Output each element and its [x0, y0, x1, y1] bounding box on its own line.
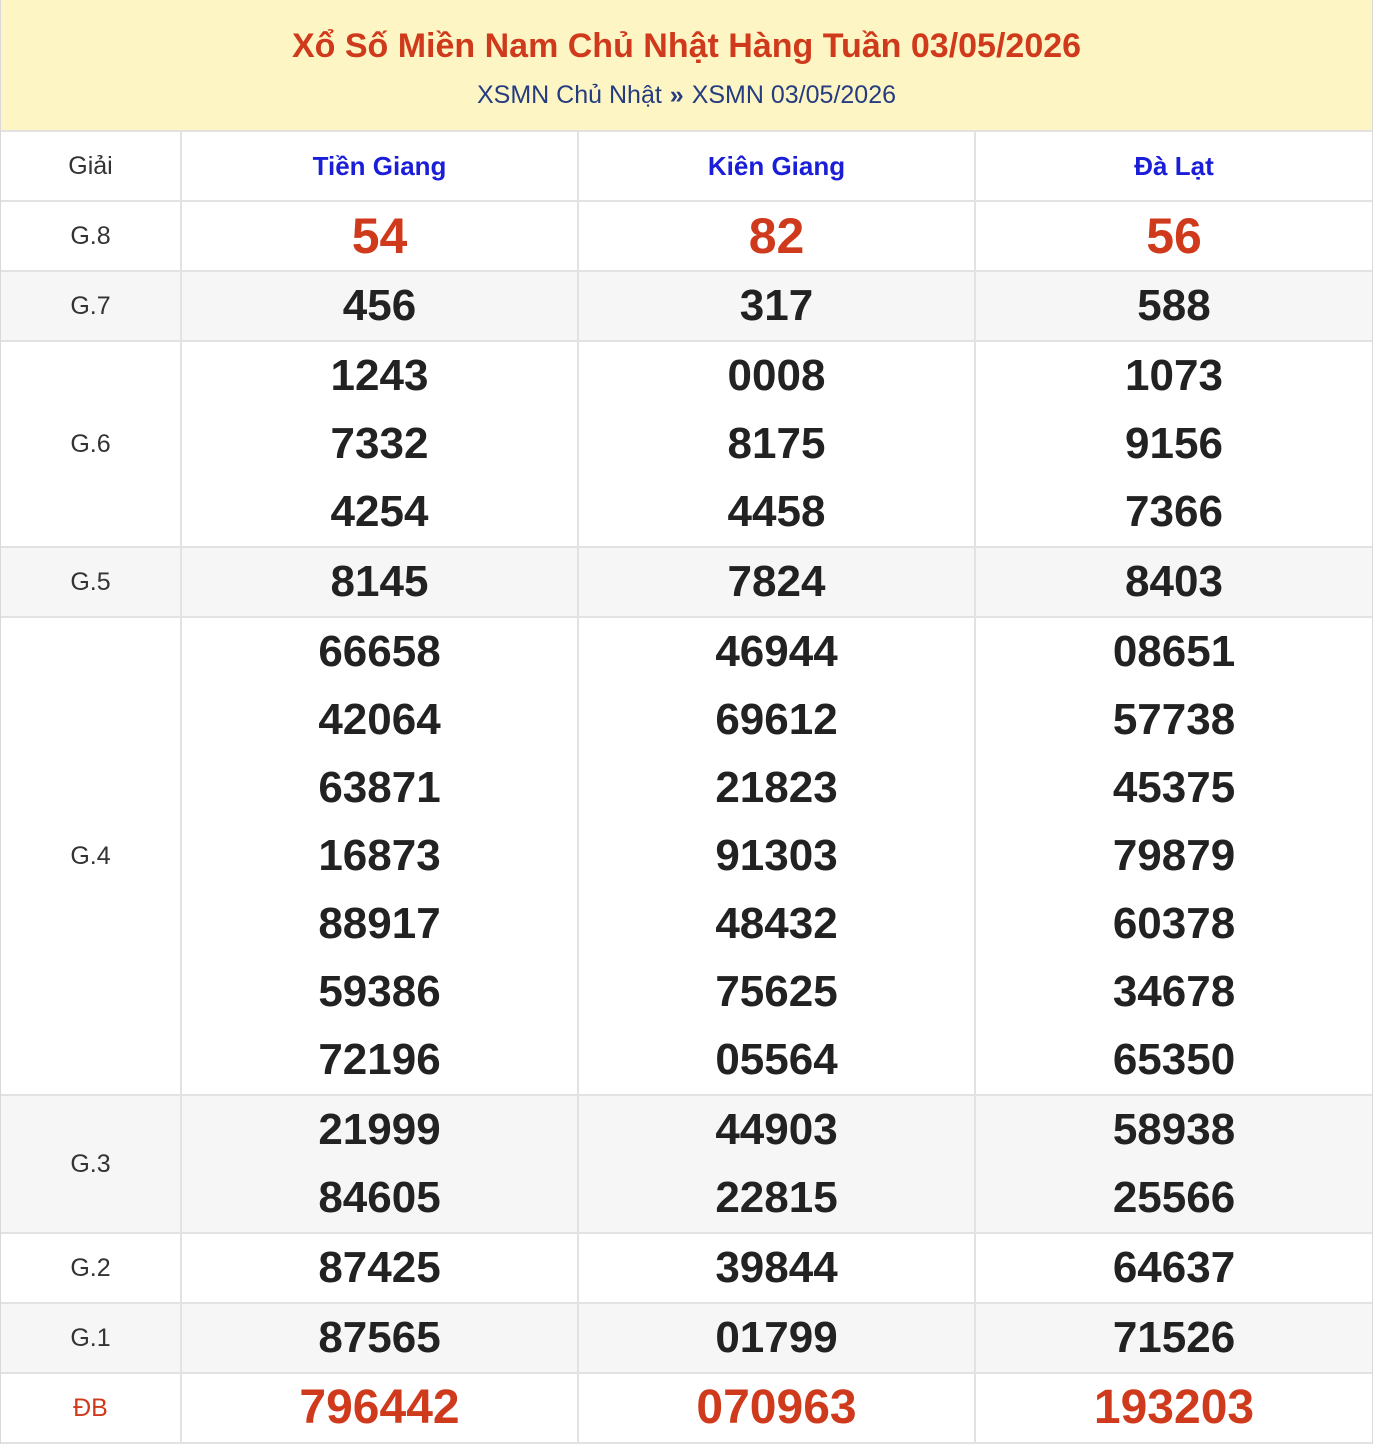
- province-header-tien-giang[interactable]: Tiền Giang: [181, 132, 578, 201]
- result-number: 8175: [727, 419, 826, 468]
- result-cell: [578, 201, 975, 271]
- result-number: 4254: [330, 487, 429, 536]
- result-number: 1073: [1125, 351, 1223, 400]
- result-number: 456: [342, 281, 417, 330]
- prize-label: ĐB: [1, 1373, 181, 1443]
- result-cell: [975, 1095, 1372, 1233]
- result-number: 01799: [715, 1313, 838, 1362]
- result-number: 56: [1146, 208, 1202, 264]
- result-number: 65350: [1112, 1035, 1236, 1084]
- result-number: 193203: [1093, 1381, 1255, 1434]
- result-cell: [975, 617, 1372, 1095]
- result-cell: [578, 617, 975, 1095]
- result-cell: [975, 1303, 1372, 1373]
- result-cell: [181, 271, 578, 341]
- prize-label: G.2: [1, 1233, 181, 1303]
- result-number: 71526: [1112, 1313, 1236, 1362]
- result-cell: [578, 1303, 975, 1373]
- result-number: 34678: [1112, 967, 1236, 1016]
- result-number: 72196: [318, 1035, 441, 1084]
- result-cell: [975, 1233, 1372, 1303]
- result-number: 070963: [696, 1381, 857, 1434]
- prize-row-g4: [1, 617, 1372, 1095]
- result-number: 08651: [1112, 627, 1236, 676]
- result-number: 39844: [715, 1243, 838, 1292]
- result-cell: [578, 1233, 975, 1303]
- result-cell: [181, 1303, 578, 1373]
- result-number: 87425: [318, 1243, 441, 1292]
- result-number: 88917: [318, 899, 441, 948]
- result-number: 317: [739, 281, 814, 330]
- results-body: [1, 201, 1372, 1443]
- result-number: 9156: [1125, 419, 1223, 468]
- result-number: 0008: [727, 351, 826, 400]
- result-number: 75625: [715, 967, 838, 1016]
- prize-label: G.8: [1, 201, 181, 271]
- result-number: 7366: [1125, 487, 1223, 536]
- result-cell: [181, 547, 578, 617]
- prize-column-header: Giải: [1, 132, 181, 201]
- province-header-da-lat[interactable]: Đà Lạt: [975, 132, 1372, 201]
- result-number: 59386: [318, 967, 441, 1016]
- result-cell: [578, 1373, 975, 1443]
- prize-label: G.5: [1, 547, 181, 617]
- prize-row-g8: [1, 201, 1372, 271]
- result-number: 16873: [318, 831, 441, 880]
- result-cell: [181, 617, 578, 1095]
- result-number: 44903: [715, 1105, 838, 1154]
- prize-row-g3: [1, 1095, 1372, 1233]
- result-cell: [181, 1233, 578, 1303]
- result-number: 588: [1137, 281, 1211, 330]
- result-cell: [578, 1095, 975, 1233]
- page-title: Xổ Số Miền Nam Chủ Nhật Hàng Tuần 03/05/2026: [291, 27, 1082, 65]
- prize-row-g7: [1, 271, 1372, 341]
- result-number: 22815: [715, 1173, 838, 1222]
- prize-row-g6: [1, 341, 1372, 547]
- prize-label: G.3: [1, 1095, 181, 1233]
- result-number: 45375: [1112, 763, 1236, 812]
- breadcrumb-link-sunday[interactable]: XSMN Chủ Nhật: [477, 81, 662, 109]
- result-number: 82: [748, 208, 805, 264]
- result-number: 21823: [715, 763, 838, 812]
- result-cell: [578, 271, 975, 341]
- prize-row-g2: [1, 1233, 1372, 1303]
- result-number: 84605: [318, 1173, 441, 1222]
- result-number: 60378: [1112, 899, 1236, 948]
- result-cell: [181, 201, 578, 271]
- result-number: 21999: [318, 1105, 441, 1154]
- results-table: [1, 132, 1372, 1444]
- result-number: 796442: [299, 1381, 460, 1434]
- result-cell: [578, 341, 975, 547]
- result-number: 4458: [727, 487, 826, 536]
- result-cell: [578, 547, 975, 617]
- result-number: 05564: [715, 1035, 838, 1084]
- prize-row-g5: [1, 547, 1372, 617]
- result-number: 69612: [715, 695, 838, 744]
- prize-label: G.7: [1, 271, 181, 341]
- result-number: 58938: [1112, 1105, 1236, 1154]
- result-number: 64637: [1112, 1243, 1236, 1292]
- result-number: 8145: [330, 557, 429, 606]
- result-number: 79879: [1112, 831, 1236, 880]
- result-number: 8403: [1125, 557, 1223, 606]
- result-cell: [181, 1095, 578, 1233]
- breadcrumb: [1, 80, 1372, 110]
- results-header: [1, 0, 1372, 132]
- result-number: 46944: [715, 627, 838, 676]
- result-number: 54: [351, 208, 408, 264]
- result-number: 25566: [1112, 1173, 1236, 1222]
- result-number: 87565: [318, 1313, 441, 1362]
- result-cell: [975, 547, 1372, 617]
- result-number: 91303: [715, 831, 838, 880]
- prize-row-g1: [1, 1303, 1372, 1373]
- result-number: 7332: [330, 419, 429, 468]
- prize-label: G.1: [1, 1303, 181, 1373]
- result-cell: [975, 1373, 1372, 1443]
- result-cell: [975, 341, 1372, 547]
- result-cell: [181, 1373, 578, 1443]
- prize-row-special: [1, 1373, 1372, 1443]
- prize-label: G.4: [1, 617, 181, 1095]
- result-number: 1243: [330, 351, 429, 400]
- result-number: 63871: [318, 763, 441, 812]
- result-number: 66658: [318, 627, 441, 676]
- result-number: 42064: [318, 695, 441, 744]
- result-cell: [181, 341, 578, 547]
- result-number: 57738: [1112, 695, 1236, 744]
- result-number: 48432: [715, 899, 838, 948]
- result-cell: [975, 201, 1372, 271]
- breadcrumb-separator: »: [669, 81, 684, 109]
- prize-label: G.6: [1, 341, 181, 547]
- result-cell: [975, 271, 1372, 341]
- result-number: 7824: [727, 557, 826, 606]
- province-header-kien-giang[interactable]: Kiên Giang: [578, 132, 975, 201]
- breadcrumb-link-date[interactable]: XSMN 03/05/2026: [691, 81, 896, 109]
